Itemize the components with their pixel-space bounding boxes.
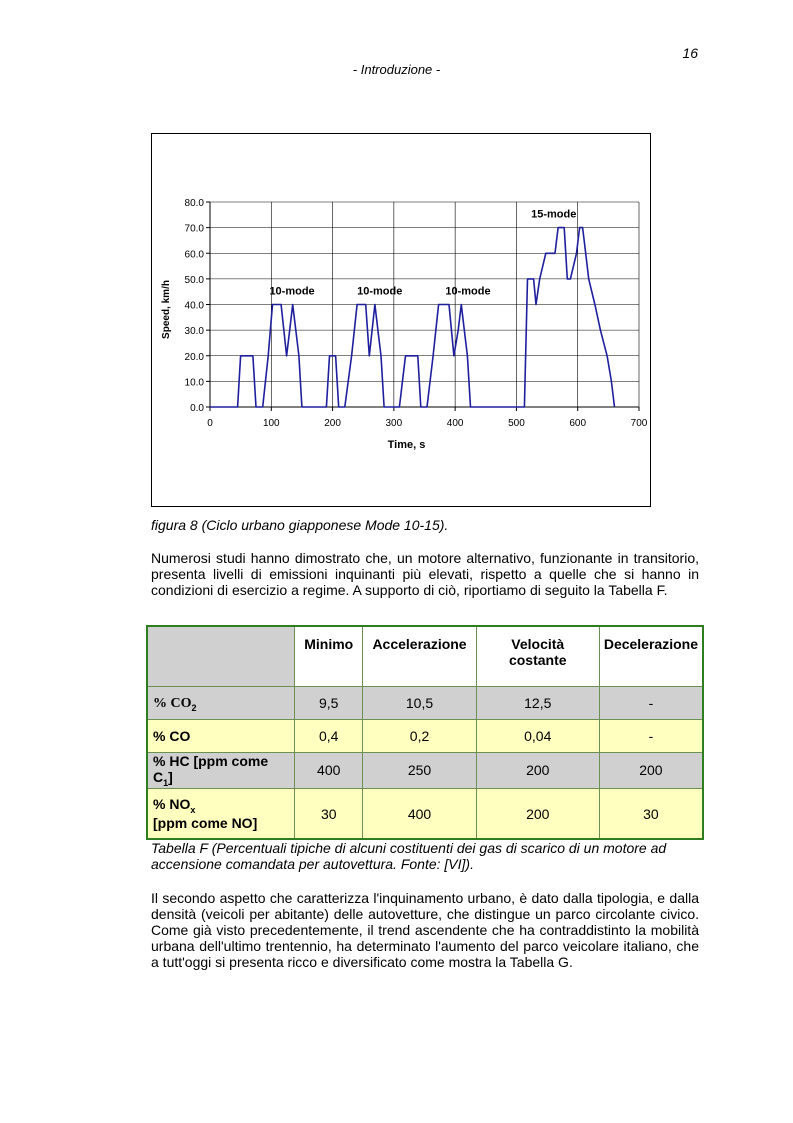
header-cell-accelerazione: Accelerazione	[363, 626, 476, 687]
table-cell: 400	[295, 753, 363, 789]
y-tick-label: 0.0	[190, 403, 204, 414]
table-cell: 250	[363, 753, 476, 789]
x-tick-label: 500	[508, 418, 525, 429]
row-label-main: % HC [ppm come C	[153, 753, 269, 785]
x-tick-label: 700	[630, 418, 648, 429]
table-row	[147, 720, 703, 753]
y-axis-label: Speed, km/h	[161, 280, 172, 339]
y-tick-label: 80.0	[184, 198, 204, 209]
row-label-sub: x	[190, 804, 196, 815]
y-tick-label: 70.0	[184, 223, 204, 235]
page-number: 16	[682, 45, 698, 61]
table-cell: 200	[476, 753, 599, 789]
y-tick-label: 30.0	[184, 326, 204, 338]
row-label	[147, 788, 295, 839]
row-label-main: % NO	[153, 796, 191, 813]
table-row	[147, 687, 703, 720]
row-label	[147, 720, 295, 753]
table-row	[147, 788, 703, 839]
table-cell: 30	[295, 788, 363, 839]
table-cell: 0,04	[476, 720, 599, 753]
y-tick-label: 60.0	[184, 249, 204, 261]
table-row	[147, 753, 703, 789]
x-axis-label: Time, s	[387, 439, 426, 451]
row-label-sub: 2	[191, 702, 197, 713]
row-label-main: % CO	[153, 728, 191, 744]
x-tick-label: 300	[385, 418, 403, 429]
x-tick-label: 100	[262, 418, 280, 429]
y-tick-label: 50.0	[184, 274, 204, 286]
table-cell: 400	[363, 788, 476, 839]
table-cell: 9,5	[295, 687, 363, 720]
header-cell-corner	[147, 626, 295, 687]
row-label-sub: 1	[163, 777, 169, 788]
y-tick-label: 40.0	[184, 300, 204, 312]
x-tick-label: 200	[324, 418, 341, 429]
row-label-tail: ]	[168, 769, 173, 785]
emissions-table	[146, 625, 704, 840]
table-cell: -	[599, 687, 703, 720]
y-tick-label: 20.0	[184, 351, 204, 363]
row-label	[147, 753, 295, 789]
table-cell: 30	[599, 788, 703, 839]
mode-annotation: 10-mode	[357, 285, 403, 298]
table-cell: 10,5	[363, 687, 476, 720]
running-header: - Introduzione -	[352, 62, 441, 77]
table-cell: 0,4	[295, 720, 363, 753]
paragraph-1: Numerosi studi hanno dimostrato che, un motore alternativo, funzionante in transitorio, presenta livelli di emissioni inquinanti più elevati, rispetto a quelle che si hanno in condizioni di esercizio a regime. A supporto di ciò, riportiamo di seguito la Tabella F.	[151, 550, 699, 598]
row-label	[147, 687, 295, 720]
y-tick-label: 10.0	[184, 377, 204, 389]
mode-annotation: 10-mode	[445, 285, 491, 298]
figure-caption: figura 8 (Ciclo urbano giapponese Mode 10-15).	[151, 517, 449, 533]
table-cell: 12,5	[476, 687, 599, 720]
x-tick-label: 400	[446, 418, 464, 429]
header-cell-velocita: Velocità costante	[476, 626, 599, 687]
table-cell: 200	[599, 753, 703, 789]
row-label-line2: [ppm come NO]	[153, 814, 258, 831]
mode-annotation: 10-mode	[269, 285, 315, 298]
header-cell-decelerazione: Decelerazione	[599, 626, 703, 687]
table-cell: -	[599, 720, 703, 753]
speed-time-chart	[152, 134, 650, 506]
row-label-main: % CO	[153, 695, 192, 711]
table-header-row	[147, 626, 703, 687]
table-cell: 0,2	[363, 720, 476, 753]
header-cell-minimo: Minimo	[295, 626, 363, 687]
x-tick-label: 600	[569, 418, 587, 429]
paragraph-2: Il secondo aspetto che caratterizza l'inquinamento urbano, è dato dalla tipologia, e dalla densità (veicoli per abitante) delle autovetture, che distingue un parco circolante civico. Come già visto precedentemente, il trend ascendente che ha contraddistinto la mobilità urbana dell'ultimo trentennio, ha determinato l'aumento del parco veicolare italiano, che a tutt'oggi si presenta ricco e diversificato come mostra la Tabella G.	[151, 890, 699, 970]
mode-annotation: 15-mode	[531, 208, 577, 221]
table-cell: 200	[476, 788, 599, 839]
x-tick-label: 0	[207, 418, 213, 429]
table-caption: Tabella F (Percentuali tipiche di alcuni costituenti dei gas di scarico di un motore ad accensione comandata per autovettura. Fonte: [VI]).	[151, 840, 667, 872]
figure-frame	[151, 133, 651, 507]
